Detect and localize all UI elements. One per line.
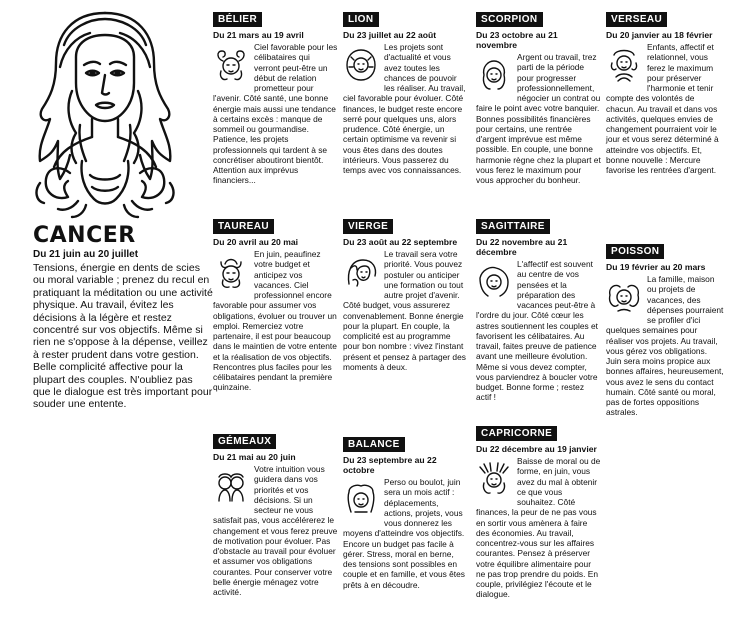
sign-label: GÉMEAUX bbox=[213, 434, 276, 449]
sign-label: SAGITTAIRE bbox=[476, 219, 550, 234]
sign-dates: Du 22 décembre au 19 janvier bbox=[476, 444, 597, 454]
leo-icon bbox=[343, 47, 379, 83]
scorpio-icon bbox=[476, 57, 512, 93]
sign-text: Votre intuition vous guidera dans vos priorités et vos décisions. Si un secteur ne vous satisfait pas, vous accélérerez le changement et vous ferez preuve de motivation pour évoluer. Pas d'obstacle au travail pour évoluer et assumer vos obligations courantes. Pour conserver votre belle énergie ménagez votre activité. bbox=[213, 464, 338, 597]
sign-text: Baisse de moral ou de forme, en juin, vous avez du mal à obtenir ce que vous souhaitez. Côté finances, la peur de ne pas vous en sortir vous amènera à faire des économies. Au travail, concentrez-vous sur les affaires courantes. Pensez à préserver votre équilibre alimentaire pour ne pas trop prendre du poids. En couple, privilégiez l'écoute et le dialogue. bbox=[476, 456, 601, 600]
cancer-dates: Du 21 juin au 20 juillet bbox=[33, 249, 139, 260]
sign-text: En juin, peaufinez votre budget et anticipez vos vacances. Ciel professionnel encore favorable pour assumer vos obligations, évoluer ou trouver un emploi. Remerciez votre partenaire, il est pour beaucoup dans le maintien de votre entente et la réalisation de vos objectifs. Rencontres plus faciles pour les célibataires pendant la première quinzaine. bbox=[213, 249, 337, 393]
sign-text: Le travail sera votre priorité. Vous pouvez postuler ou anticiper une formation ou tout autre projet d'avenir. Côté budget, vous assurerez convenablement. Bonne énergie pour la plupart. En couple, la complicité est au programme pour bon nombre : vivez l'instant présent et pensez à partager des moments à deux. bbox=[343, 249, 466, 372]
sign-text: Les projets sont d'actualité et vous avez toutes les chances de pouvoir les réaliser. Au travail, ciel favorable pour évoluer. Côté finances, le budget reste encore serré pour quelques uns, alors prudence. Côté énergie, un certain optimisme va revenir si vous êtes dans des doutes intérieurs. Vous passerez du temps avec vos connaissances. bbox=[343, 42, 466, 175]
sign-dates: Du 23 septembre au 22 octobre bbox=[343, 455, 437, 475]
sign-label: TAUREAU bbox=[213, 219, 274, 234]
sign-text: La famille, maison ou projets de vacances, des dépenses pourraient se profiler d'ici quelques semaines pour réaliser vos projets. Au travail, vous gérez vos obligations. Juin sera moins propice aux bonnes affaires, heureusement, vous avez le sens du contact humain. Côté santé ou moral, pas de fortes oppositions astrales. bbox=[606, 274, 724, 418]
aquarius-icon bbox=[606, 47, 642, 83]
sign-label: BÉLIER bbox=[213, 12, 262, 27]
cancer-text: Tensions, énergie en dents de scies ou moral variable ; prenez du recul en pratiquant la méditation ou une activité physique. Au travail, évitez les décisions à la légère et restez concentré sur vos objectifs. Même si rien ne s'oppose à la dépense, veillez à rester prudent dans votre gestion. Belle complicité affective pour la plupart des couples. N'oubliez pas que le dialogue est très important pour souder une entente. bbox=[33, 262, 213, 411]
sign-gemeaux bbox=[213, 434, 338, 597]
sign-text: Argent ou travail, trez parti de la période pour progresser professionnellement, négocier un contrat ou faire le point avec votre banquier. Bonnes possibilités financières pour certains, une rentrée d'argent imprévue est même possible. En couple, une bonne harmonie règne chez la plupart et vous ferez le maximum pour vous approcher du bonheur. bbox=[476, 52, 601, 185]
sign-poisson bbox=[606, 244, 724, 418]
capricorn-icon bbox=[476, 461, 512, 497]
sign-dates: Du 23 octobre au 21 novembre bbox=[476, 30, 558, 50]
sagittarius-icon bbox=[476, 264, 512, 300]
gemini-icon bbox=[213, 469, 249, 505]
sign-dates: Du 21 mars au 19 avril bbox=[213, 30, 304, 40]
sign-balance bbox=[343, 437, 468, 590]
sign-sagittaire bbox=[476, 219, 601, 403]
sign-text: Enfants, affectif et relationnel, vous ferez le maximum pour préserver l'harmonie et tenir compte des volontés de chacun. Au travail et dans vos activités, quelques envies de changement pourraient voir le jour et vous serez déterminé à atteindre vos objectifs. Et, bonne nouvelle : Mercure favorise les rentrées d'argent. bbox=[606, 42, 719, 175]
taurus-icon bbox=[213, 254, 249, 290]
sign-capricorne bbox=[476, 426, 601, 600]
sign-lion bbox=[343, 12, 468, 175]
aries-icon bbox=[213, 47, 249, 83]
sign-label: CAPRICORNE bbox=[476, 426, 557, 441]
sign-label: POISSON bbox=[606, 244, 664, 259]
sign-label: VIERGE bbox=[343, 219, 393, 234]
sign-dates: Du 20 avril au 20 mai bbox=[213, 237, 299, 247]
sign-dates: Du 21 mai au 20 juin bbox=[213, 452, 296, 462]
sign-dates: Du 20 janvier au 18 février bbox=[606, 30, 713, 40]
cancer-section bbox=[33, 224, 213, 411]
sign-label: LION bbox=[343, 12, 379, 27]
sign-vierge bbox=[343, 219, 468, 372]
sign-dates: Du 19 février au 20 mars bbox=[606, 262, 706, 272]
sign-label: VERSEAU bbox=[606, 12, 667, 27]
sign-label: SCORPION bbox=[476, 12, 543, 27]
virgo-icon bbox=[343, 254, 379, 290]
sign-taureau bbox=[213, 219, 338, 393]
sign-dates: Du 22 novembre au 21 décembre bbox=[476, 237, 568, 257]
cancer-illustration bbox=[20, 5, 190, 220]
sign-text: Perso ou boulot, juin sera un mois actif : déplacements, actions, projets, vous vous donnerez les moyens d'atteindre vos objectifs. Encore un budget pas facile à gérer. Stress, moral en berne, des tensions sont possibles en couple et en famille, et vous êtes prêts à en découdre. bbox=[343, 477, 465, 590]
pisces-icon bbox=[606, 279, 642, 315]
sign-belier bbox=[213, 12, 338, 186]
sign-text: L'affectif est souvent au centre de vos pensées et la préparation des vacances peut-être à l'ordre du jour. Côté cœur les astres soutiennent les couples et favorisent les célibataires. Au travail, faites preuve de patience avant une meilleure évolution. Même si vous devez compter, vous parviendrez à boucler votre budget. Bonne forme ; restez actif ! bbox=[476, 259, 598, 403]
sign-text: Ciel favorable pour les célibataires qui verront peut-être un début de relation prometteur pour l'avenir. Côté santé, une bonne énergie mais aussi une tendance à certains excès : manque de sommeil ou gourmandise. Patience, les projets professionnels qui tardent à se concrétiser aboutiront bientôt. Attention aux imprévus financiers... bbox=[213, 42, 338, 186]
sign-verseau bbox=[606, 12, 724, 175]
libra-icon bbox=[343, 482, 379, 518]
sign-scorpion bbox=[476, 12, 601, 185]
cancer-title: CANCER bbox=[33, 223, 136, 248]
sign-label: BALANCE bbox=[343, 437, 405, 452]
sign-dates: Du 23 juillet au 22 août bbox=[343, 30, 437, 40]
sign-dates: Du 23 août au 22 septembre bbox=[343, 237, 458, 247]
